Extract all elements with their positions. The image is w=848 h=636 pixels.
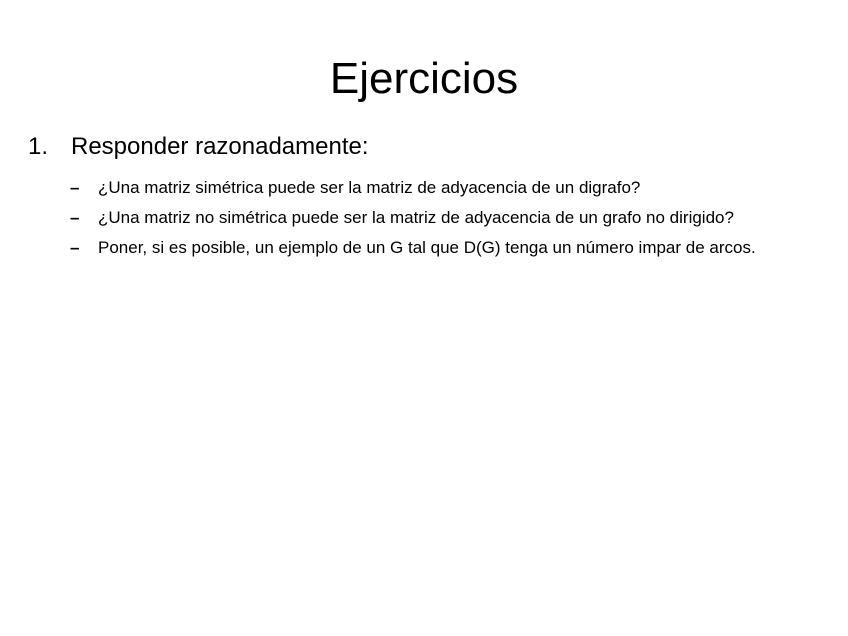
bullet-dash: – [70, 178, 80, 197]
sub-list [70, 175, 800, 265]
sub-list-item-text: ¿Una matriz simétrica puede ser la matriz de adyacencia de un digrafo? [98, 178, 641, 197]
sub-list-item-text: Poner, si es posible, un ejemplo de un G tal que D(G) tenga un número impar de arcos. [98, 238, 756, 257]
sub-list-item [70, 235, 800, 260]
sub-list-item [70, 175, 800, 200]
bullet-dash: – [70, 238, 80, 257]
list-item-number: 1. [28, 133, 49, 160]
list-item-text: Responder razonadamente: [71, 133, 369, 160]
sub-list-item-text: ¿Una matriz no simétrica puede ser la matriz de adyacencia de un grafo no dirigido? [98, 208, 734, 227]
sub-list-item [70, 205, 800, 230]
bullet-dash: – [70, 208, 80, 227]
slide-title: Ejercicios [329, 54, 519, 103]
